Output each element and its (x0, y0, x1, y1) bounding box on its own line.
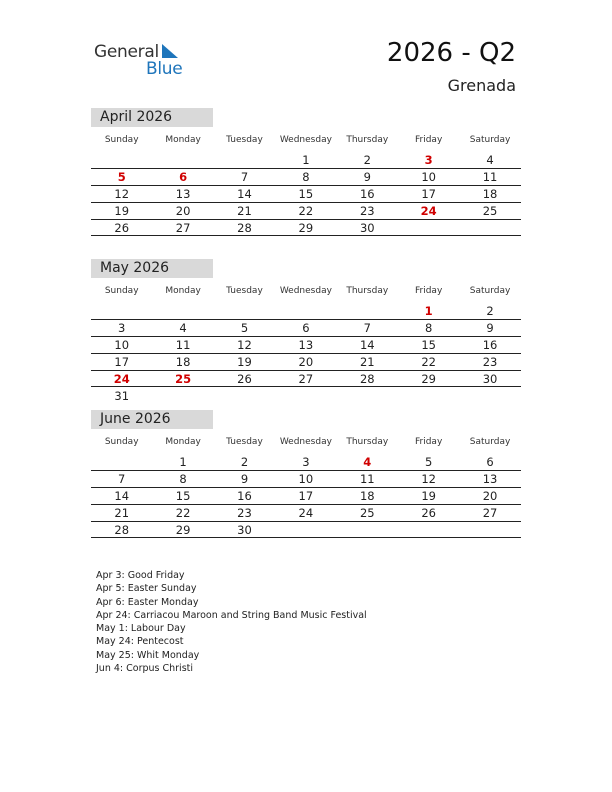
day-cell: 2 (240, 454, 249, 469)
day-cell: 28 (114, 522, 130, 537)
day-cell: 12 (237, 338, 252, 352)
day-cell: 16 (359, 187, 375, 201)
day-cell: 19 (237, 355, 252, 369)
day-cell: 13 (298, 338, 314, 352)
holiday-note: May 1: Labour Day (96, 623, 186, 635)
day-cell: 7 (240, 170, 249, 184)
day-cell: 28 (237, 220, 252, 235)
day-cell: 1 (424, 303, 433, 318)
week-row (91, 202, 521, 219)
holiday-note: Apr 5: Easter Sunday (96, 583, 197, 595)
day-cell: 5 (117, 170, 126, 184)
month-header: May 2026 (91, 259, 213, 278)
weekday-label: Tuesday (226, 286, 263, 296)
day-cell: 17 (298, 489, 314, 503)
day-cell: 1 (302, 152, 310, 167)
weekday-label: Sunday (104, 286, 139, 296)
day-cell: 23 (482, 355, 498, 369)
month-june (91, 410, 521, 538)
day-cell: 2 (486, 303, 494, 318)
day-cell: 25 (359, 506, 375, 520)
day-cell: 3 (302, 454, 310, 469)
day-cell: 6 (486, 454, 494, 469)
weekday-label: Friday (415, 437, 443, 447)
weekday-label: Thursday (346, 286, 389, 296)
day-cell: 26 (237, 371, 252, 386)
week-row (91, 521, 521, 538)
day-cell: 23 (359, 204, 375, 218)
weekday-label: Thursday (346, 437, 389, 447)
day-cell: 6 (302, 321, 310, 335)
logo-triangle-icon (162, 44, 178, 58)
day-cell: 13 (175, 187, 191, 201)
day-cell: 4 (179, 321, 187, 335)
day-cell: 19 (114, 204, 130, 218)
week-row (91, 185, 521, 202)
day-cell: 30 (237, 522, 252, 537)
day-cell: 17 (114, 355, 130, 369)
day-cell: 17 (421, 187, 436, 201)
day-cell: 11 (359, 472, 375, 486)
day-cell: 21 (237, 204, 252, 218)
day-cell: 27 (298, 371, 314, 386)
weekday-label: Saturday (469, 286, 511, 296)
day-cell: 22 (175, 506, 191, 520)
day-cell: 22 (298, 204, 314, 218)
day-cell: 20 (298, 355, 314, 369)
day-cell: 10 (421, 170, 436, 184)
day-cell: 21 (359, 355, 375, 369)
weekday-header-row (91, 129, 521, 151)
day-cell: 27 (482, 506, 498, 520)
day-cell: 21 (114, 506, 130, 520)
weekday-label: Saturday (469, 135, 511, 145)
day-cell: 25 (482, 204, 498, 218)
holiday-note: Apr 3: Good Friday (96, 570, 185, 581)
day-cell: 31 (114, 388, 130, 403)
month-april (91, 108, 521, 236)
day-cell: 15 (298, 187, 314, 201)
week-row (91, 219, 521, 236)
day-cell: 13 (482, 472, 498, 486)
day-cell: 10 (298, 472, 314, 486)
day-cell: 11 (482, 170, 498, 184)
day-cell: 15 (175, 489, 191, 503)
day-cell: 1 (179, 454, 187, 469)
week-row (91, 168, 521, 185)
day-cell: 12 (114, 187, 130, 201)
day-cell: 30 (482, 371, 498, 386)
day-cell: 18 (482, 187, 498, 201)
day-cell: 9 (363, 170, 371, 184)
day-cell: 24 (113, 371, 130, 386)
day-cell: 23 (237, 506, 252, 520)
day-cell: 18 (359, 489, 375, 503)
day-cell: 7 (118, 472, 126, 486)
day-cell: 28 (359, 371, 375, 386)
week-row (91, 151, 521, 168)
calendar-grid (91, 302, 521, 404)
day-cell: 27 (175, 220, 191, 235)
week-row (91, 470, 521, 487)
day-cell: 14 (114, 489, 130, 503)
day-cell: 15 (421, 338, 436, 352)
calendar-grid (91, 151, 521, 236)
day-cell: 26 (114, 220, 130, 235)
day-cell: 14 (359, 338, 375, 352)
day-cell: 30 (359, 220, 375, 235)
logo-word-blue: Blue (146, 59, 183, 79)
general-blue-logo (94, 40, 204, 80)
day-cell: 20 (482, 489, 498, 503)
weekday-label: Friday (415, 135, 443, 145)
weekday-label: Friday (415, 286, 443, 296)
holiday-note: Apr 24: Carriacou Maroon and String Band Music Festival (96, 609, 367, 621)
day-cell: 8 (424, 321, 433, 335)
holiday-note: Apr 6: Easter Monday (96, 596, 199, 608)
day-cell: 29 (298, 220, 314, 235)
weekday-label: Monday (165, 135, 201, 145)
weekday-label: Tuesday (226, 437, 263, 447)
day-cell: 5 (424, 454, 433, 469)
weekday-header-row (91, 280, 521, 302)
day-cell: 22 (421, 355, 436, 369)
day-cell: 8 (179, 472, 187, 486)
week-row (91, 302, 521, 319)
day-cell: 6 (179, 170, 188, 184)
weekday-label: Monday (165, 286, 201, 296)
month-may (91, 259, 521, 404)
country-name: Grenada (447, 76, 516, 95)
day-cell: 9 (486, 321, 494, 335)
logo-word-general: General (94, 42, 159, 62)
weekday-label: Monday (165, 437, 201, 447)
weekday-header-row (91, 431, 521, 453)
day-cell: 12 (421, 472, 436, 486)
week-row (91, 453, 521, 470)
day-cell: 29 (421, 371, 436, 386)
week-row (91, 319, 521, 336)
weekday-label: Wednesday (279, 437, 332, 447)
day-cell: 9 (240, 472, 249, 486)
week-row (91, 336, 521, 353)
day-cell: 7 (363, 321, 371, 335)
month-header: June 2026 (91, 410, 213, 429)
weekday-label: Thursday (346, 135, 389, 145)
month-header: April 2026 (91, 108, 213, 127)
day-cell: 11 (175, 338, 191, 352)
holiday-notes-list (96, 569, 367, 675)
day-cell: 4 (486, 152, 494, 167)
day-cell: 16 (482, 338, 498, 352)
day-cell: 24 (420, 204, 437, 218)
holiday-note: May 25: Whit Monday (96, 649, 200, 661)
weekday-label: Wednesday (279, 286, 332, 296)
day-cell: 24 (298, 506, 314, 520)
day-cell: 2 (363, 152, 371, 167)
weekday-label: Tuesday (226, 135, 263, 145)
week-row (91, 504, 521, 521)
day-cell: 19 (421, 489, 436, 503)
calendar-grid (91, 453, 521, 538)
day-cell: 20 (175, 204, 191, 218)
day-cell: 10 (114, 338, 130, 352)
day-cell: 3 (118, 321, 126, 335)
page-title: 2026 - Q2 (386, 38, 516, 68)
day-cell: 26 (421, 506, 436, 520)
day-cell: 29 (175, 522, 191, 537)
day-cell: 16 (237, 489, 252, 503)
weekday-label: Wednesday (279, 135, 332, 145)
day-cell: 18 (175, 355, 191, 369)
weekday-label: Saturday (469, 437, 511, 447)
day-cell: 25 (175, 371, 192, 386)
day-cell: 4 (363, 454, 372, 469)
holiday-note: May 24: Pentecost (96, 636, 184, 648)
holiday-note: Jun 4: Corpus Christi (96, 663, 194, 675)
week-row (91, 487, 521, 504)
week-row (91, 370, 521, 387)
weekday-label: Sunday (104, 135, 139, 145)
day-cell: 3 (424, 152, 433, 167)
week-row (91, 353, 521, 370)
weekday-label: Sunday (104, 437, 139, 447)
day-cell: 14 (237, 187, 252, 201)
week-row (91, 387, 521, 404)
day-cell: 8 (302, 170, 310, 184)
day-cell: 5 (240, 321, 249, 335)
